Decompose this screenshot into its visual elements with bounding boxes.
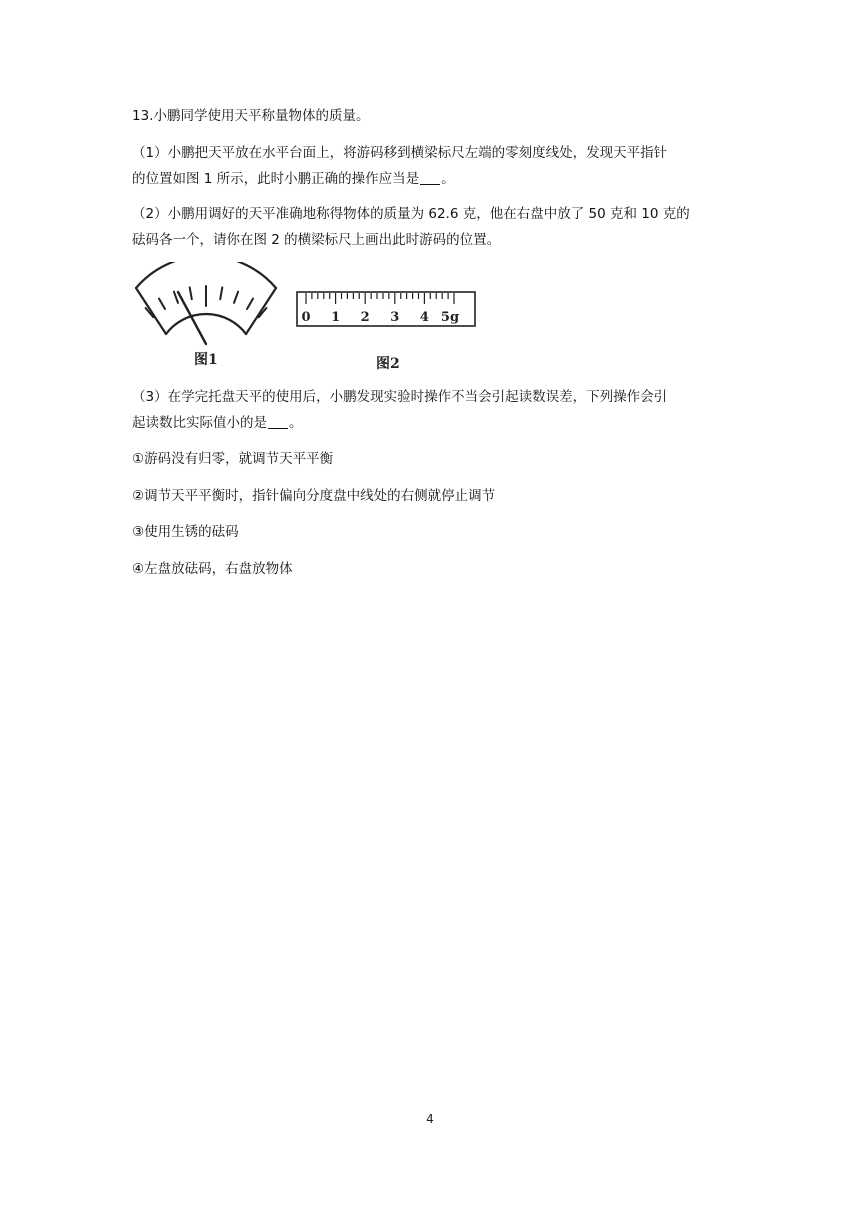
figure1-tick: [220, 287, 222, 299]
figure2-scale-label: 4: [419, 310, 429, 325]
figure1-tick: [190, 287, 192, 299]
figure2-caption: 图2: [376, 356, 400, 372]
figure1-ticks: [146, 286, 267, 317]
part1-line2-end: 。: [441, 171, 455, 187]
figure2-scale-label: 1: [331, 310, 341, 325]
figure2-scale-label: 0: [301, 310, 311, 325]
figure2-scale-label: 5g: [440, 310, 460, 325]
figure1-caption: 图1: [194, 352, 218, 368]
figure1-tick: [247, 299, 253, 309]
figure1-balance-scale: [130, 262, 282, 346]
part3-line2-end: 。: [289, 415, 303, 431]
answer-blank-1[interactable]: [420, 170, 440, 185]
question-title: 13.小鹏同学使用天平称量物体的质量。: [132, 108, 370, 124]
option-3: ③使用生锈的砝码: [132, 524, 239, 540]
part2-line1: （2）小鹏用调好的天平准确地称得物体的质量为 62.6 克，他在右盘中放了 50 克和 10 克的: [132, 206, 690, 222]
option-1: ①游码没有归零，就调节天平平衡: [132, 451, 334, 467]
part2-line2: 砝码各一个，请你在图 2 的横梁标尺上画出此时游码的位置。: [132, 232, 501, 248]
figure2-scale-label: 2: [360, 310, 370, 325]
part1-line2-text: 的位置如图 1 所示，此时小鹏正确的操作应当是: [132, 171, 420, 187]
part1-line2: [132, 166, 732, 192]
figure2-beam-ruler: [296, 291, 478, 329]
option-4: ④左盘放砝码，右盘放物体: [132, 561, 293, 577]
part1-line1: （1）小鹏把天平放在水平台面上，将游码移到横梁标尺左端的零刻度线处，发现天平指针: [132, 145, 668, 161]
figure1-tick: [234, 292, 238, 303]
option-2: ②调节天平平衡时，指针偏向分度盘中线处的右侧就停止调节: [132, 488, 496, 504]
part3-line1: （3）在学完托盘天平的使用后，小鹏发现实验时操作不当会引起读数误差，下列操作会引: [132, 389, 668, 405]
part3-line2: [132, 410, 732, 436]
figure1-tick: [159, 299, 165, 309]
figure2-scale-label: 3: [390, 310, 400, 325]
answer-blank-2[interactable]: [268, 414, 288, 429]
part3-line2-text: 起读数比实际值小的是: [132, 415, 267, 431]
page-number: 4: [426, 1112, 434, 1126]
